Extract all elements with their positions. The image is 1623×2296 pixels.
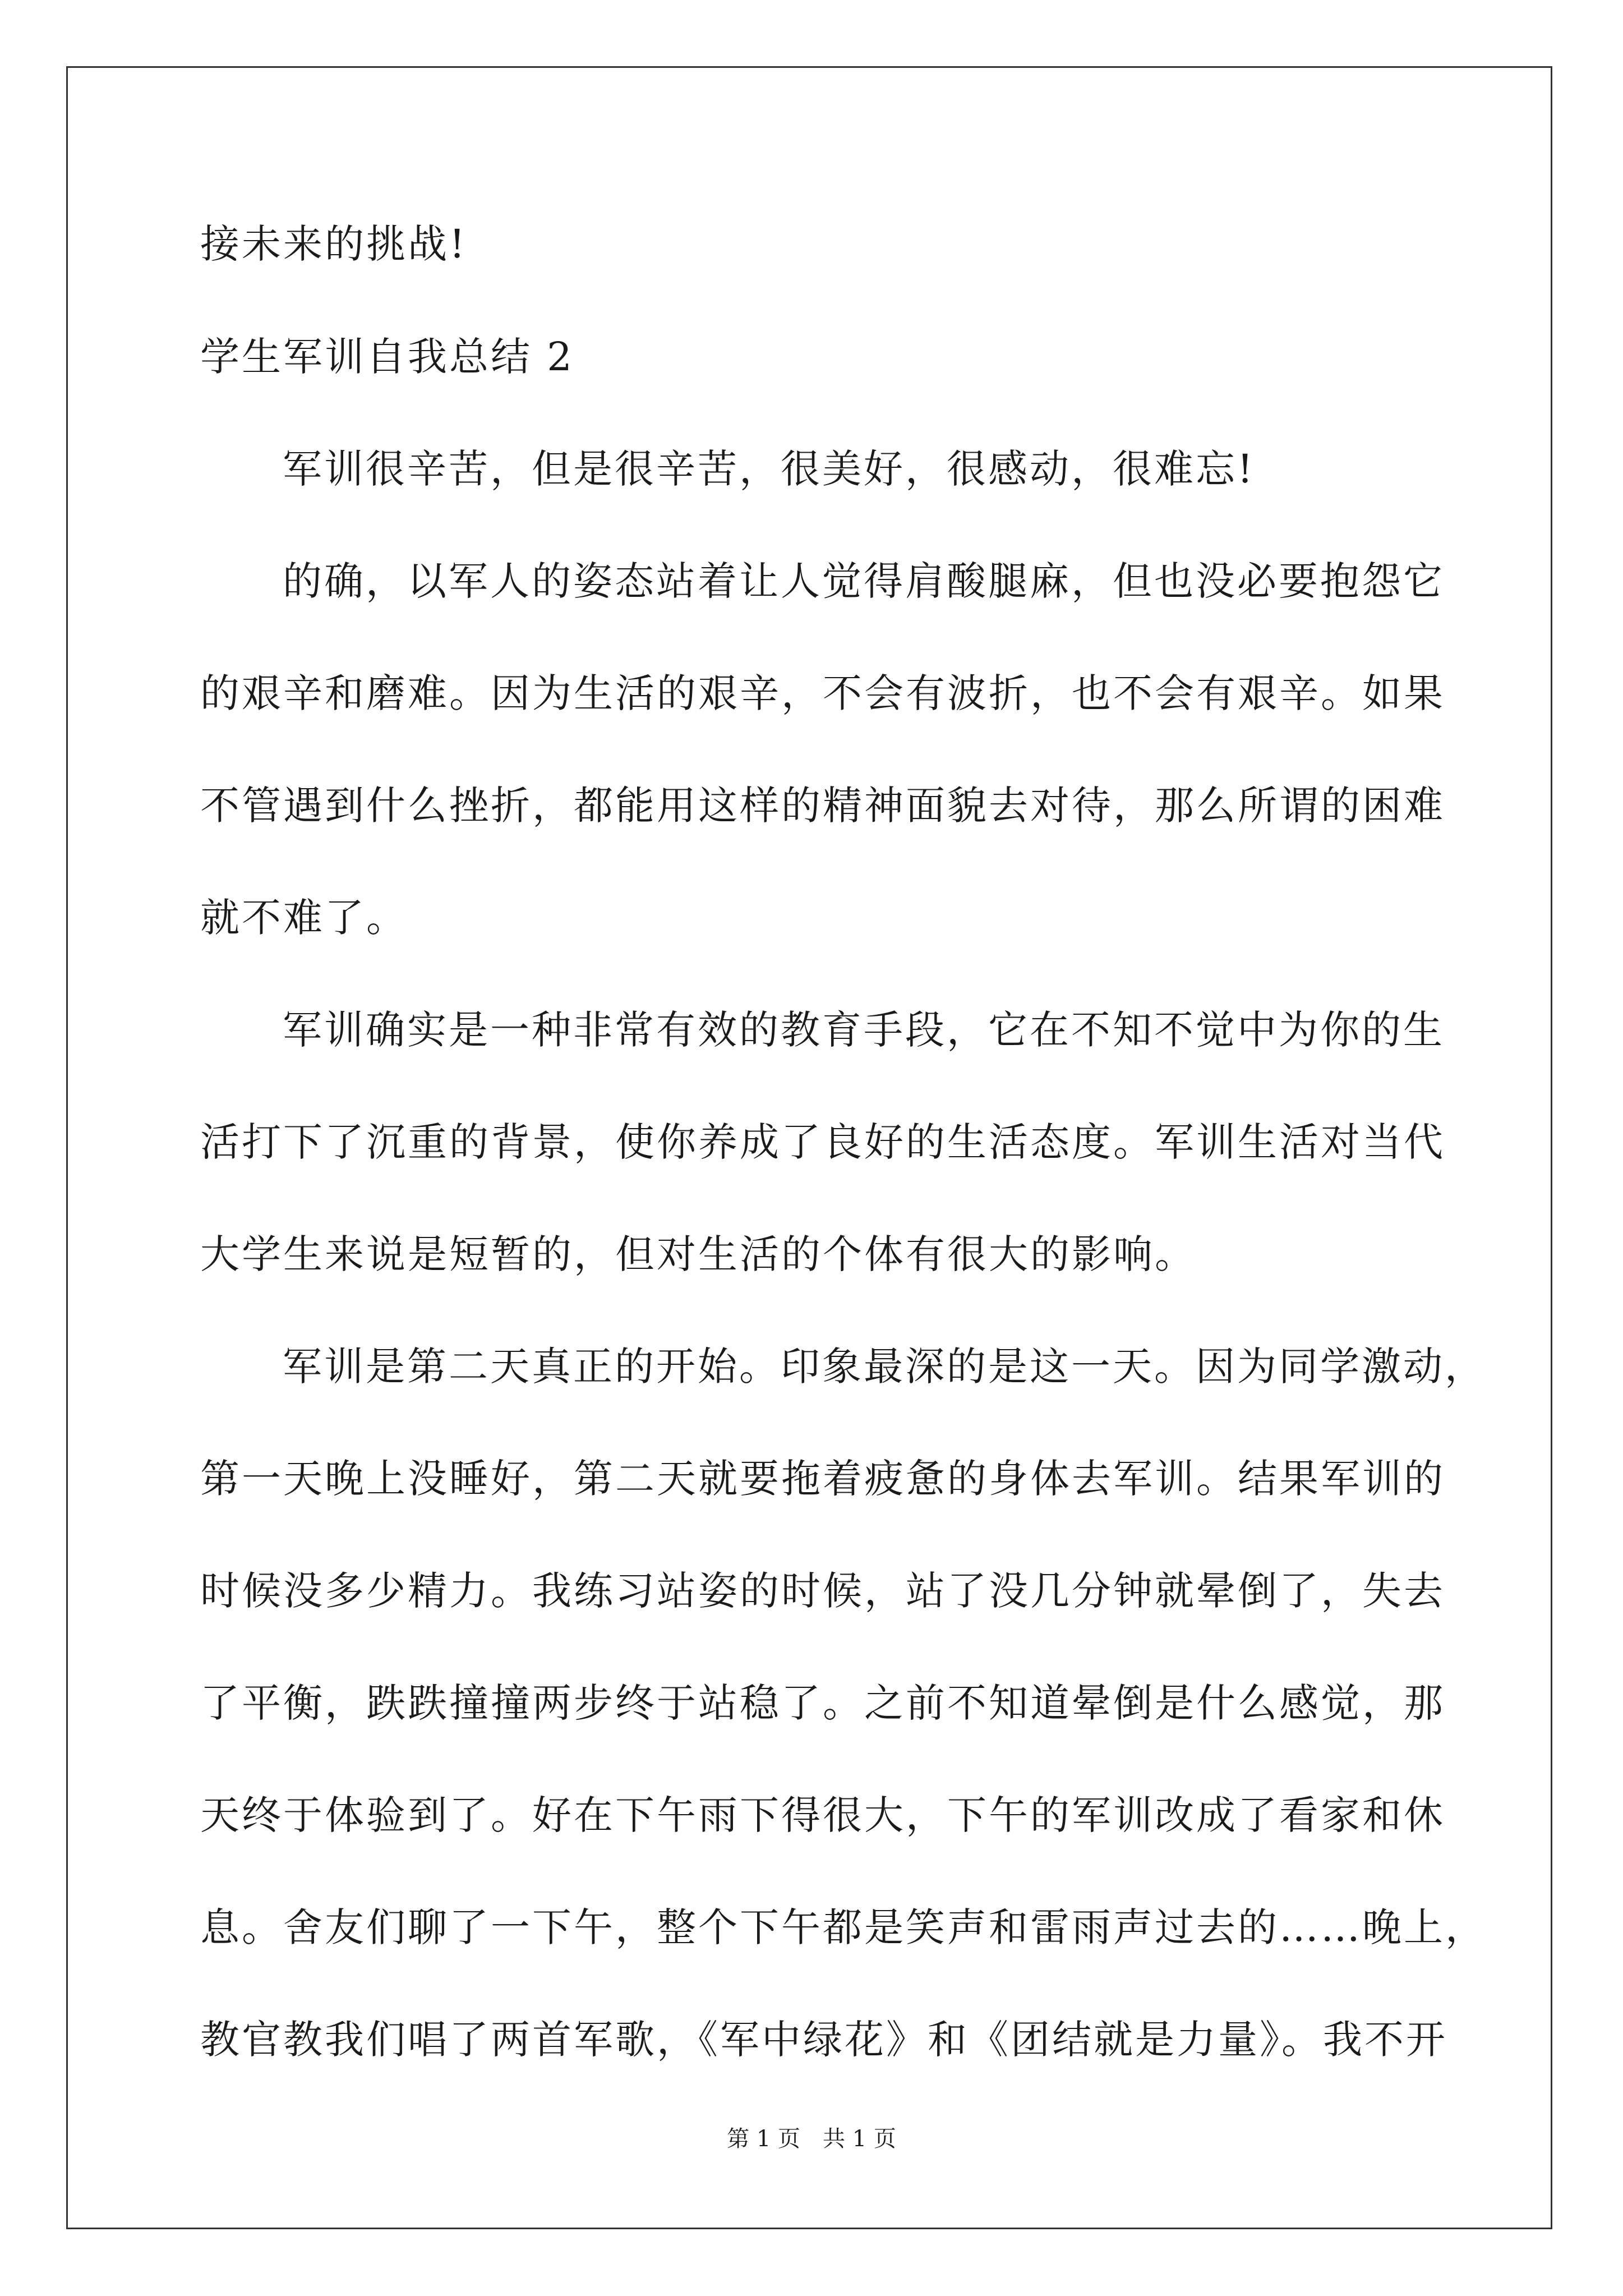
paragraph-line: 就不难了。: [200, 895, 408, 941]
paragraph-line: 的艰辛和磨难。因为生活的艰辛，不会有波折，也不会有艰辛。如果: [200, 670, 1445, 716]
paragraph-line: 军训确实是一种非常有效的教育手段，它在不知不觉中为你的生: [283, 1007, 1445, 1053]
paragraph-line: 的确，以军人的姿态站着让人觉得肩酸腿麻，但也没必要抱怨它: [283, 558, 1445, 604]
paragraph-line: 军训是第二天真正的开始。印象最深的是这一天。因为同学激动，: [283, 1343, 1486, 1389]
paragraph-line: 天终于体验到了。好在下午雨下得很大，下午的军训改成了看家和休: [200, 1792, 1445, 1838]
paragraph-line: 息。舍友们聊了一下午，整个下午都是笑声和雷雨声过去的……晚上，: [200, 1904, 1487, 1950]
section-heading: 学生军训自我总结 2: [200, 334, 574, 380]
paragraph-line: 大学生来说是短暂的，但对生活的个体有很大的影响。: [200, 1231, 1196, 1277]
paragraph-line: 活打下了沉重的背景，使你养成了良好的生活态度。军训生活对当代: [200, 1119, 1445, 1165]
paragraph-line: 第一天晚上没睡好，第二天就要拖着疲惫的身体去军训。结果军训的: [200, 1456, 1445, 1502]
paragraph-line: 军训很辛苦，但是很辛苦，很美好，很感动，很难忘!: [283, 446, 1256, 492]
document-body: [200, 216, 1487, 2068]
paragraph-line: 不管遇到什么挫折，都能用这样的精神面貌去对待，那么所谓的困难: [200, 783, 1445, 829]
text-line: 接未来的挑战!: [200, 221, 468, 267]
page-number-footer: 第 1 页 共 1 页: [727, 2126, 896, 2152]
paragraph-line: 了平衡，跌跌撞撞两步终于站稳了。之前不知道晕倒是什么感觉，那: [200, 1680, 1445, 1726]
paragraph-line: 教官教我们唱了两首军歌，《军中绿花》和《团结就是力量》。我不开: [200, 2017, 1447, 2063]
paragraph-line: 时候没多少精力。我练习站姿的时候，站了没几分钟就晕倒了，失去: [200, 1568, 1445, 1614]
